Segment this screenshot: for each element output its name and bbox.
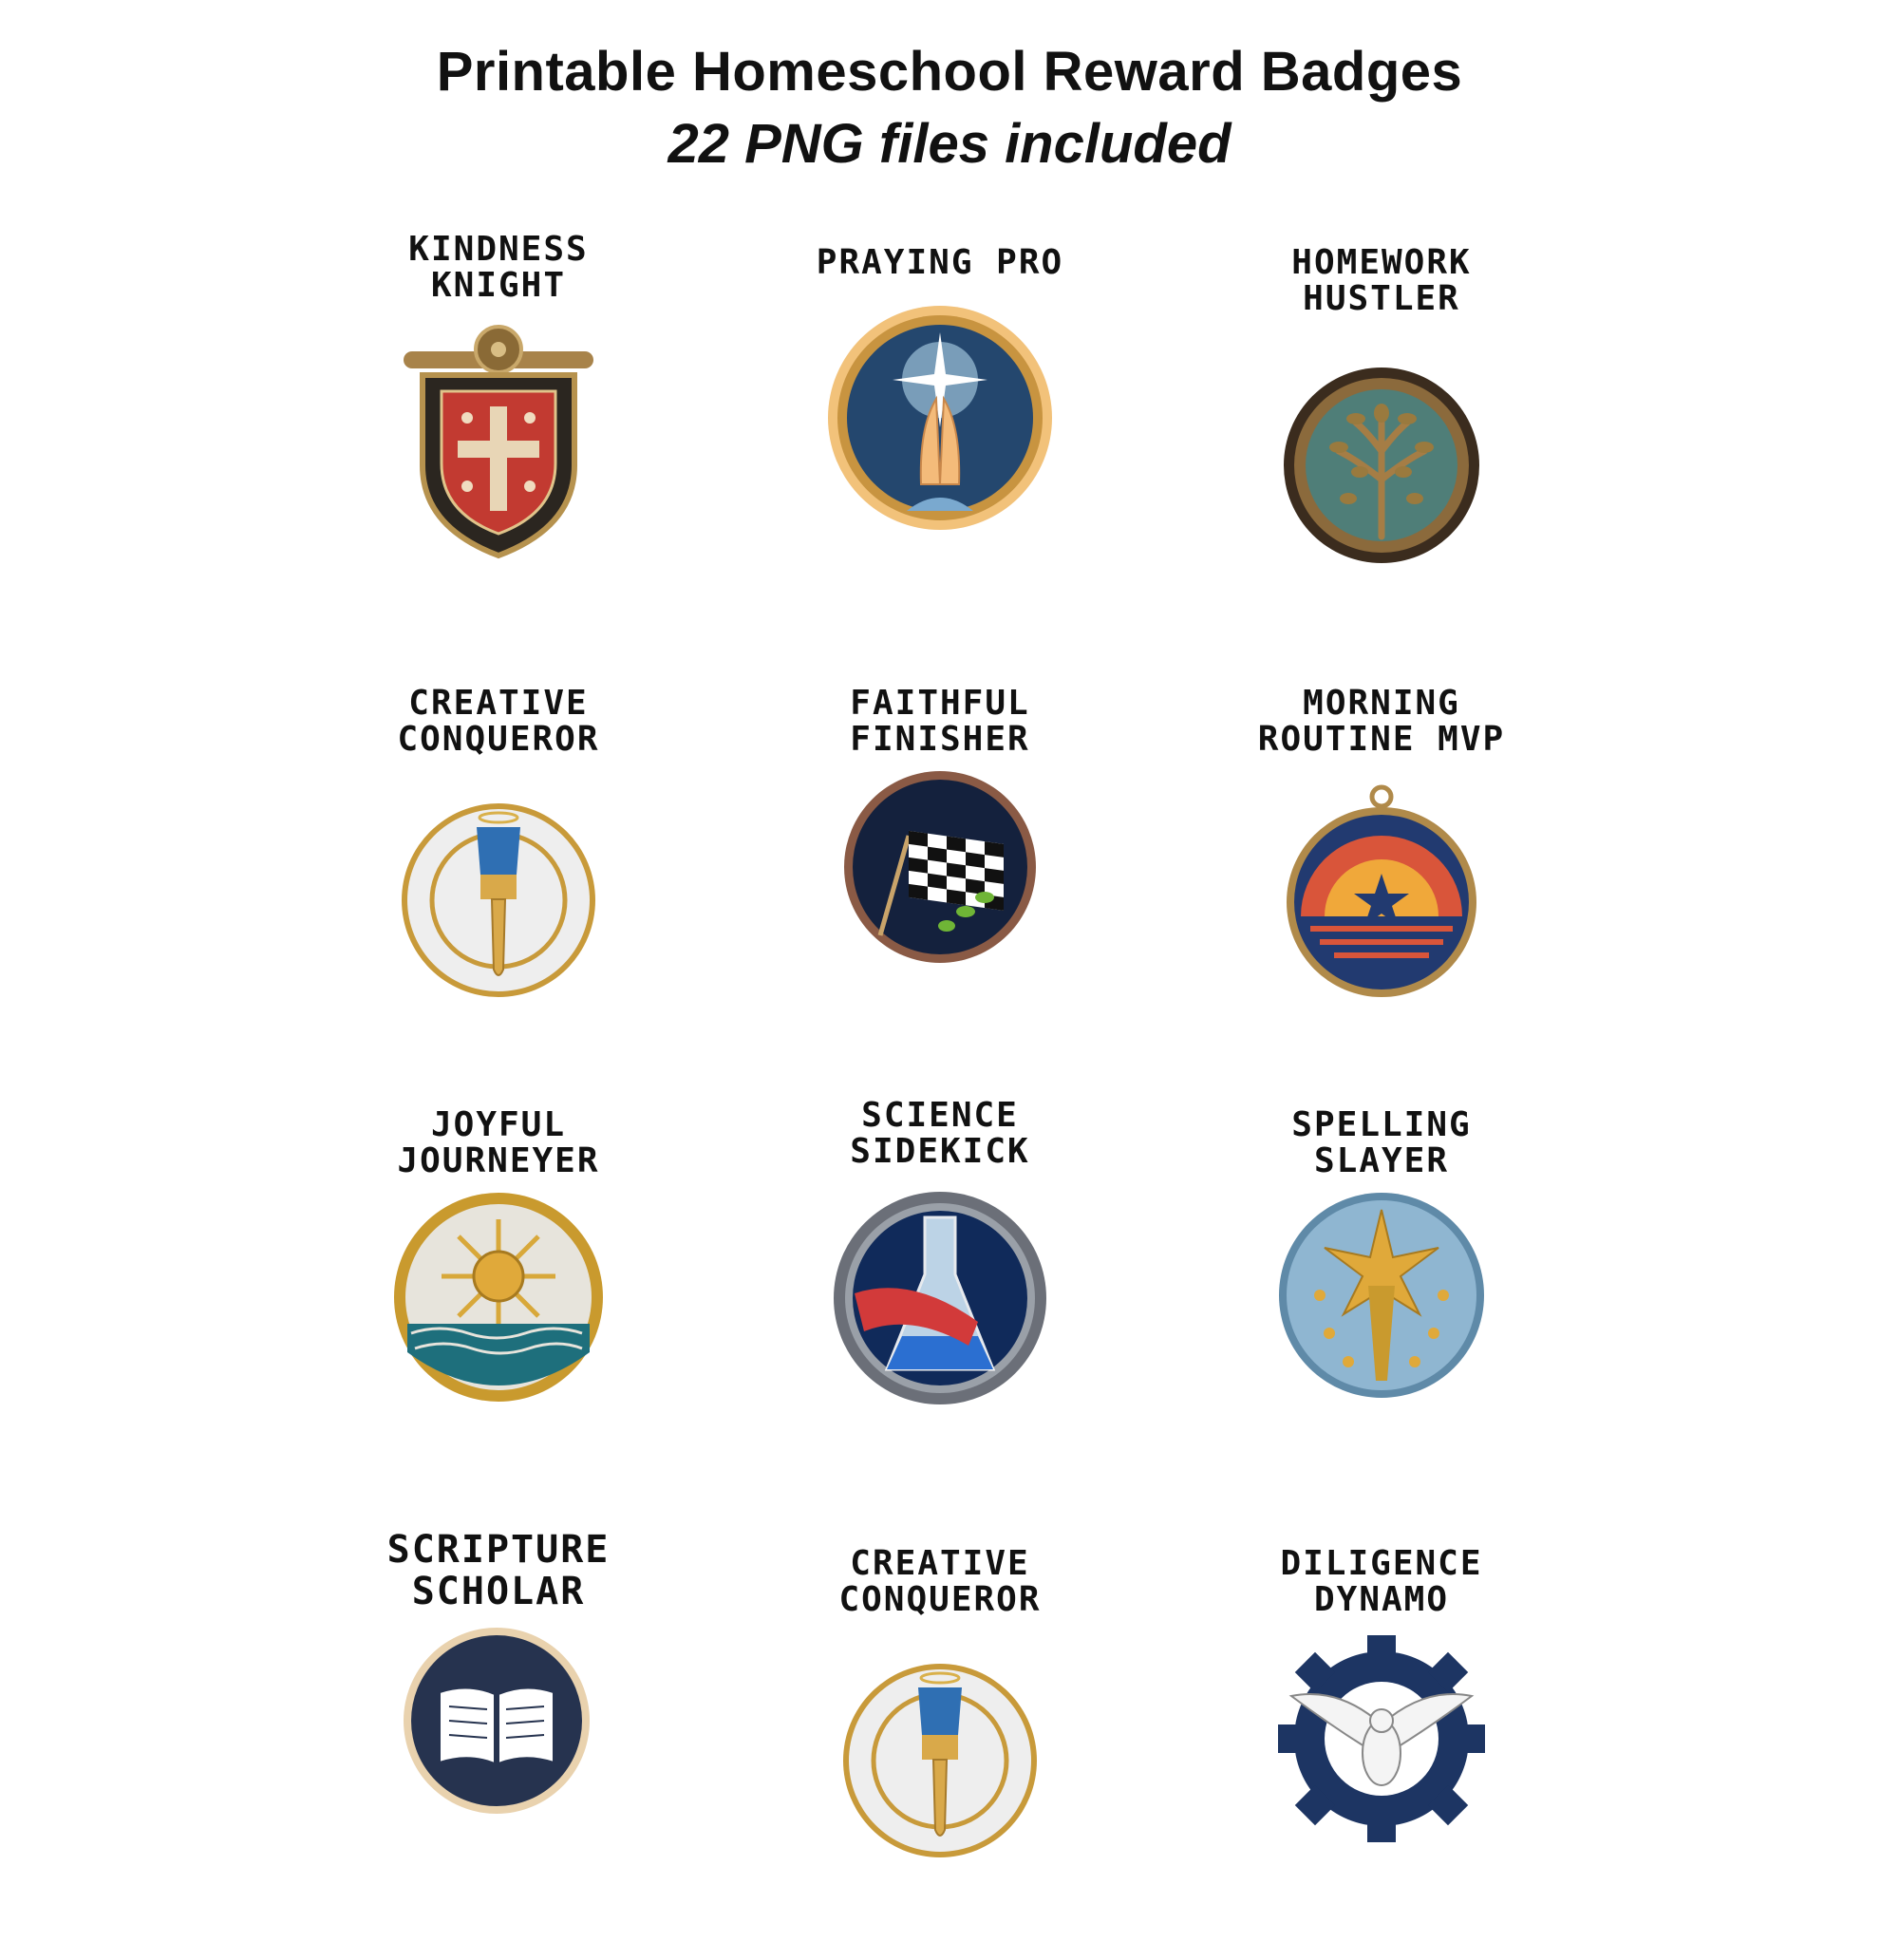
badge-label: PRAYING PRO [816, 243, 1064, 282]
badge-label: SPELLING SLAYER [1291, 1105, 1472, 1180]
badge-card-joyful-journeyer [280, 1103, 717, 1521]
flask-cape-icon [826, 1179, 1054, 1417]
star-torch-icon [1277, 1191, 1486, 1400]
badge-card-diligence-dynamo [1163, 1542, 1600, 1960]
badge-label: KINDNESS KNIGHT [408, 230, 589, 305]
badge-card-kindness-knight [280, 228, 717, 646]
gear-dove-icon [1272, 1630, 1491, 1848]
badge-card-faithful-finisher [722, 682, 1158, 1100]
badge-card-creative-conqueror [280, 682, 717, 1100]
badge-label: MORNING ROUTINE MVP [1257, 684, 1506, 759]
badge-label: CREATIVE CONQUEROR [838, 1544, 1042, 1619]
paintbrush-icon [399, 777, 598, 1024]
badge-label: HOMEWORK HUSTLER [1291, 243, 1472, 318]
paintbrush-icon [840, 1637, 1040, 1884]
badge-card-praying-pro [722, 228, 1158, 646]
badge-label: DILIGENCE DYNAMO [1280, 1544, 1483, 1619]
sunrise-star-icon [1282, 769, 1481, 1016]
page-title: Printable Homeschool Reward Badges [436, 41, 1463, 103]
badge-card-spelling-slayer [1163, 1103, 1600, 1521]
page-subtitle: 22 PNG files included [667, 113, 1232, 175]
badge-label: JOYFUL JOURNEYER [397, 1105, 600, 1180]
badge-label: SCRIPTURE SCHOLAR [386, 1528, 611, 1613]
checkered-flag-icon [842, 769, 1038, 965]
badge-card-homework-hustler [1163, 228, 1600, 646]
badge-label: FAITHFUL FINISHER [850, 684, 1030, 759]
sun-waves-icon [392, 1191, 605, 1404]
badge-label: SCIENCE SIDEKICK [850, 1096, 1030, 1171]
open-book-icon [402, 1626, 592, 1816]
tree-medallion-icon [1282, 342, 1481, 589]
badge-card-science-sidekick [722, 1094, 1158, 1512]
badge-label: CREATIVE CONQUEROR [397, 684, 600, 759]
badge-card-scripture-scholar [280, 1529, 717, 1947]
badge-card-morning-routine-mvp [1163, 682, 1600, 1100]
praying-hands-icon [826, 294, 1054, 541]
shield-cross-icon [399, 323, 598, 570]
badge-card-creative-conqueror-2 [722, 1542, 1158, 1960]
